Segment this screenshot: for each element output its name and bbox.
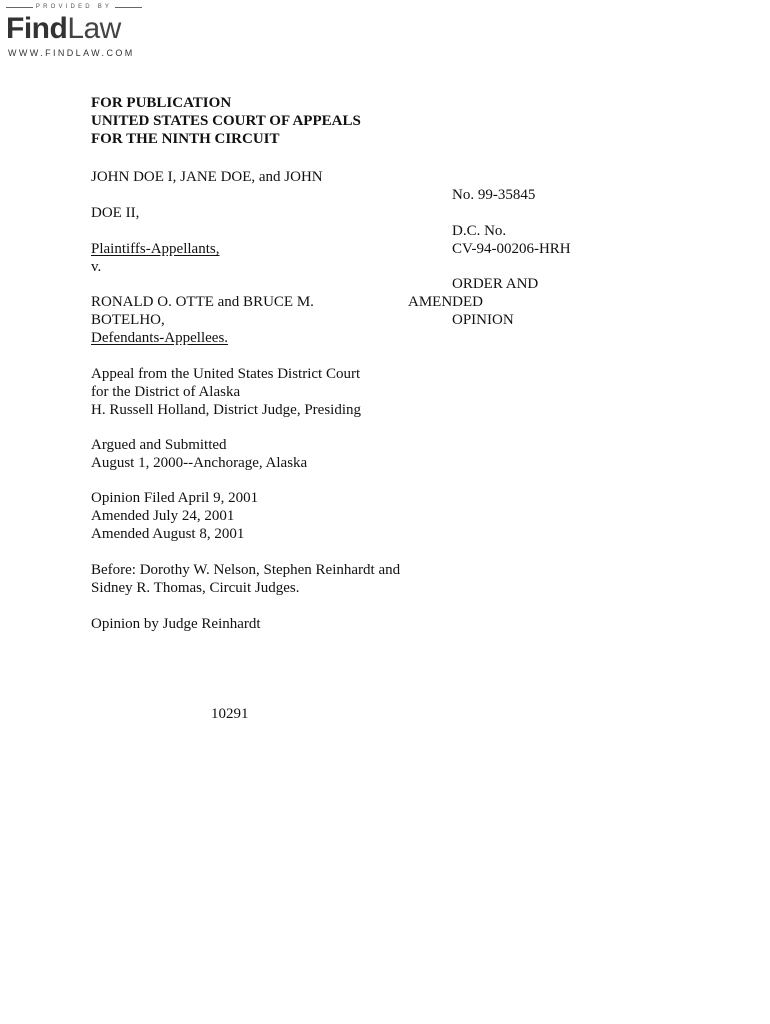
- header-circuit: FOR THE NINTH CIRCUIT: [91, 131, 280, 147]
- case-number: No. 99-35845: [452, 187, 536, 203]
- findlaw-url: WWW.FINDLAW.COM: [8, 48, 135, 58]
- document-type-line3: OPINION: [452, 312, 514, 328]
- divider: [115, 7, 142, 8]
- defendants-role: Defendants-Appellees.: [91, 330, 229, 346]
- argued-line2: August 1, 2000--Anchorage, Alaska: [91, 455, 308, 471]
- header-for-publication: FOR PUBLICATION: [91, 95, 232, 111]
- appeal-line3: H. Russell Holland, District Judge, Presiding: [91, 402, 361, 418]
- findlaw-logo: [6, 4, 146, 60]
- plaintiffs-names-line2: DOE II,: [91, 205, 140, 221]
- brand-law: Law: [67, 12, 121, 45]
- brand-find: Find: [6, 12, 68, 45]
- plaintiffs-role: Plaintiffs-Appellants,: [91, 241, 220, 257]
- document-type-line2: AMENDED: [408, 294, 483, 310]
- appeal-line1: Appeal from the United States District Court: [91, 366, 361, 382]
- argued-line1: Argued and Submitted: [91, 437, 227, 453]
- plaintiffs-names-line1: JOHN DOE I, JANE DOE, and JOHN: [91, 169, 323, 185]
- amended-date-2: Amended August 8, 2001: [91, 526, 245, 542]
- findlaw-wordmark: [6, 14, 121, 44]
- before-judges-line1: Before: Dorothy W. Nelson, Stephen Reinhardt and: [91, 562, 401, 578]
- defendants-names-line1: RONALD O. OTTE and BRUCE M.: [91, 294, 314, 310]
- dc-number-label: D.C. No.: [452, 223, 507, 239]
- provided-by-banner: [6, 4, 142, 10]
- defendants-names-line2: BOTELHO,: [91, 312, 165, 328]
- page-number: 10291: [211, 706, 249, 722]
- before-judges-line2: Sidney R. Thomas, Circuit Judges.: [91, 580, 300, 596]
- dc-number: CV-94-00206-HRH: [452, 241, 571, 257]
- versus: v.: [91, 259, 102, 275]
- header-court: UNITED STATES COURT OF APPEALS: [91, 113, 361, 129]
- divider: [6, 7, 33, 8]
- document-type-line1: ORDER AND: [452, 276, 539, 292]
- opinion-by: Opinion by Judge Reinhardt: [91, 616, 261, 632]
- opinion-filed-date: Opinion Filed April 9, 2001: [91, 490, 259, 506]
- appeal-line2: for the District of Alaska: [91, 384, 241, 400]
- amended-date-1: Amended July 24, 2001: [91, 508, 235, 524]
- provided-by-text: PROVIDED BY: [35, 4, 113, 10]
